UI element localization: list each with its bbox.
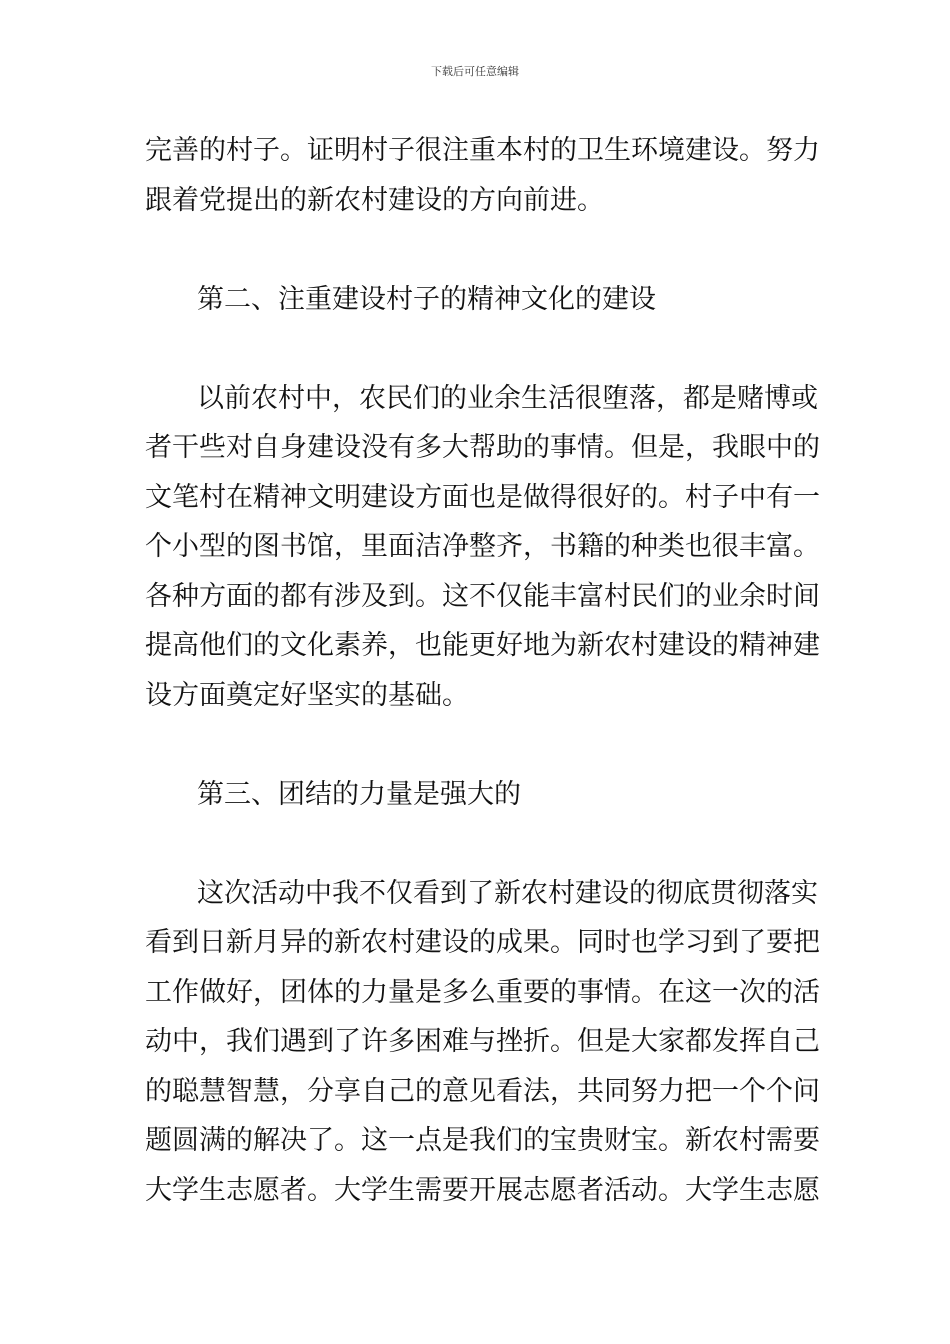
paragraph-gap xyxy=(145,225,807,275)
paragraph-3-line-6: 题圆满的解决了。这一点是我们的宝贵财宝。新农村需要 xyxy=(145,1125,820,1156)
paragraph-2-line-4: 个小型的图书馆，里面洁净整齐，书籍的种类也很丰富。 xyxy=(145,531,820,562)
paragraph-3-line-5: 的聪慧智慧，分享自己的意见看法，共同努力把一个个问 xyxy=(145,1075,820,1107)
paragraph-2-line-3: 文笔村在精神文明建设方面也是做得很好的。村子中有一 xyxy=(145,481,820,513)
paragraph-gap xyxy=(145,819,807,869)
paragraph-gap xyxy=(145,324,807,374)
page-header: 下载后可任意编辑 xyxy=(431,65,519,78)
section-heading-2: 第二、注重建设村子的精神文化的建设 xyxy=(197,283,656,315)
paragraph-2-line-5: 各种方面的都有涉及到。这不仅能丰富村民们的业余时间 xyxy=(145,580,820,612)
paragraph-2-line-6: 提高他们的文化素养，也能更好地为新农村建设的精神建 xyxy=(145,630,820,661)
document-body xyxy=(145,126,820,1215)
paragraph-3-line-7: 大学生志愿者。大学生需要开展志愿者活动。大学生志愿 xyxy=(145,1174,820,1206)
paragraph-3-line-3: 工作做好，团体的力量是多么重要的事情。在这一次的活 xyxy=(145,976,820,1008)
paragraph-3-line-1: 这次活动中我不仅看到了新农村建设的彻底贯彻落实 xyxy=(197,877,818,909)
paragraph-1-line-2: 跟着党提出的新农村建设的方向前进。 xyxy=(145,184,604,216)
paragraph-2-line-1: 以前农村中，农民们的业余生活很堕落，都是赌博或 xyxy=(197,382,818,414)
paragraph-3-line-2: 看到日新月异的新农村建设的成果。同时也学习到了要把 xyxy=(145,927,820,958)
section-heading-3: 第三、团结的力量是强大的 xyxy=(197,778,521,810)
paragraph-2-line-2: 者干些对自身建设没有多大帮助的事情。但是，我眼中的 xyxy=(145,432,820,463)
paragraph-gap xyxy=(145,720,807,770)
paragraph-2-line-7: 设方面奠定好坚实的基础。 xyxy=(145,679,469,711)
paragraph-1-line-1: 完善的村子。证明村子很注重本村的卫生环境建设。努力 xyxy=(145,135,820,166)
paragraph-3-line-4: 动中，我们遇到了许多困难与挫折。但是大家都发挥自己 xyxy=(145,1026,820,1057)
